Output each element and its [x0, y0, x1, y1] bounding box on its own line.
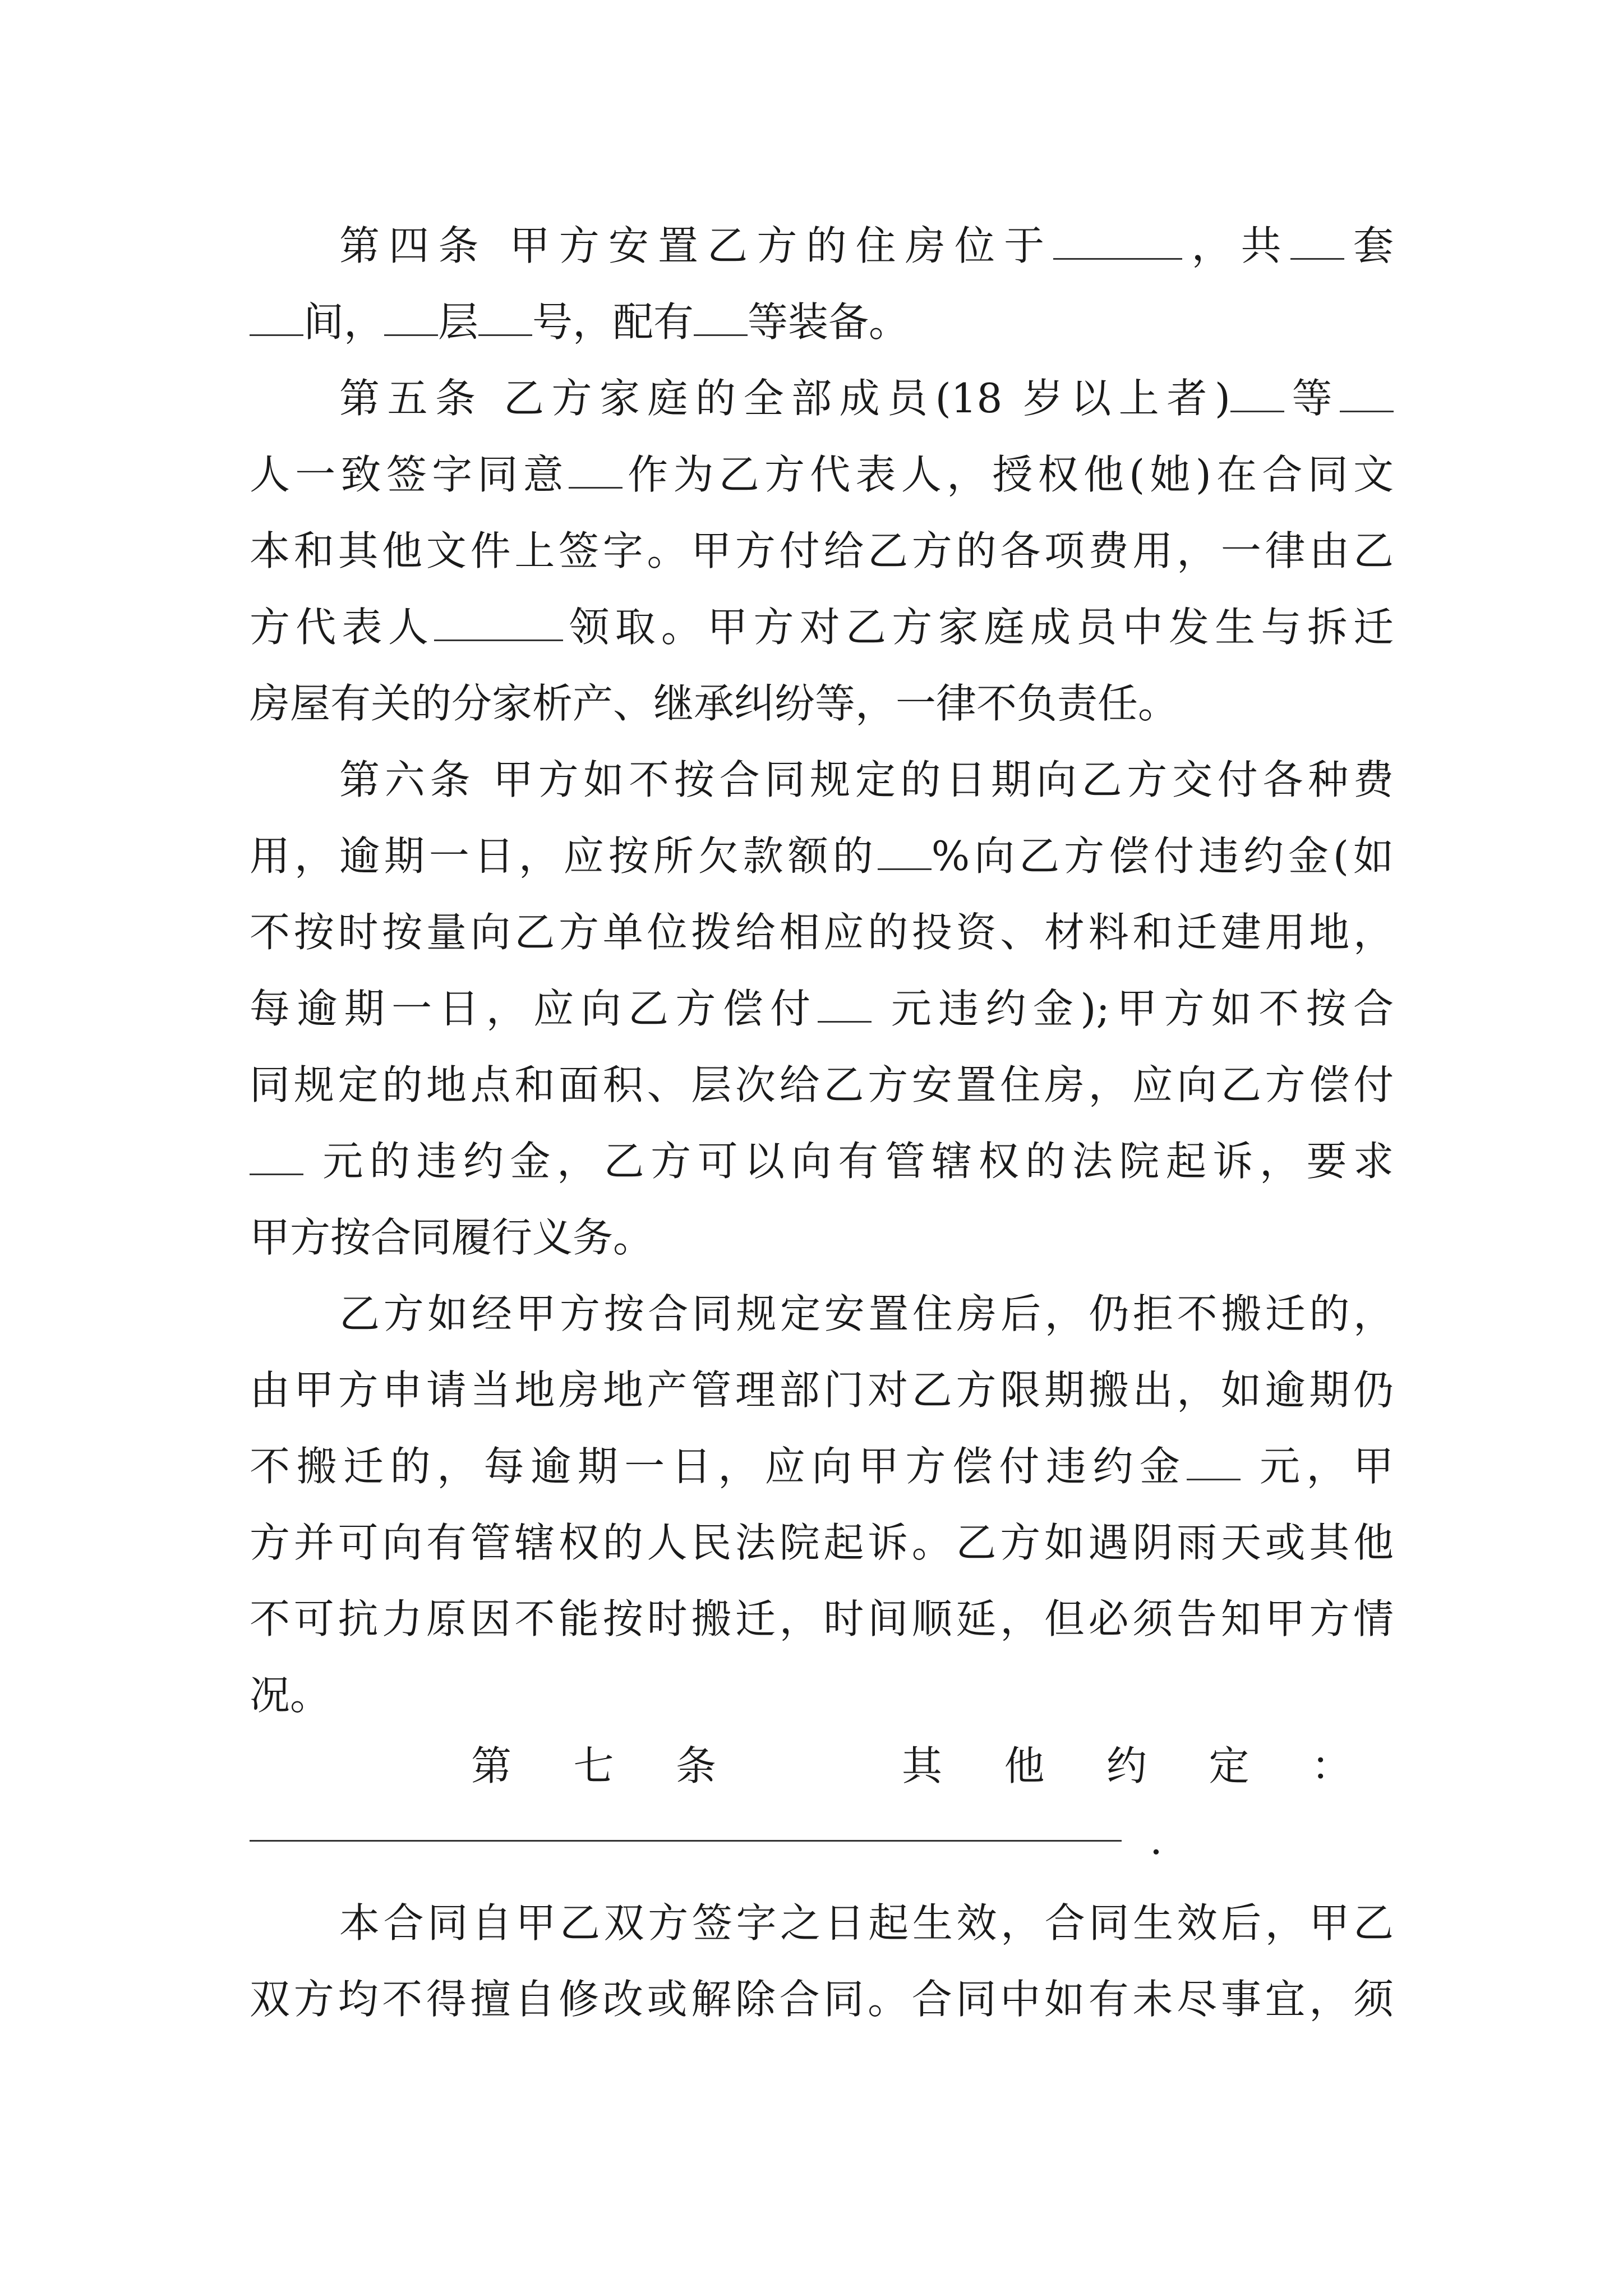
article-4-line-1	[339, 208, 1394, 284]
text: 方代表人	[250, 604, 435, 651]
article-6-line-5: 同规定的地点和面积、层次给乙方安置住房，应向乙方偿付	[250, 1061, 1394, 1108]
article-4-line-2	[250, 284, 1394, 360]
paragraph-b-line-5: 不可抗力原因不能按时搬迁，时间顺延，但必须告知甲方情	[250, 1595, 1394, 1642]
text: 元，甲	[1240, 1443, 1394, 1490]
text: 第五条 乙方家庭的全部成员(18 岁以上者)	[339, 375, 1230, 422]
text: 元的违约金，乙方可以向有管辖权的法院起诉，要求	[303, 1138, 1394, 1185]
text: 第四条 甲方安置乙方的住房位于	[339, 222, 1054, 269]
blank-field	[434, 607, 563, 641]
article-6-line-7: 甲方按合同履行义务。	[250, 1214, 654, 1261]
blank-field	[478, 302, 532, 336]
paragraph-b-line-3	[250, 1428, 1394, 1504]
text: 每逾期一日，应向乙方偿付	[250, 985, 818, 1032]
article-6-line-6	[250, 1123, 1394, 1199]
article-6-line-1: 第六条 甲方如不按合同规定的日期向乙方交付各种费	[339, 756, 1394, 803]
heading-char: 定	[1209, 1742, 1249, 1789]
paragraph-b-line-4: 方并可向有管辖权的人民法院起诉。乙方如遇阴雨天或其他	[250, 1519, 1394, 1566]
paragraph-b-line-1: 乙方如经甲方按合同规定安置住房后，仍拒不搬迁的，	[339, 1290, 1394, 1337]
blank-field	[384, 302, 438, 336]
text: 人一致签字同意	[250, 451, 569, 498]
article-5-line-2	[250, 436, 1394, 513]
blank-field	[250, 302, 303, 336]
text: 领取。甲方对乙方家庭成员中发生与拆迁	[563, 604, 1394, 651]
paragraph-b-line-6: 况。	[250, 1672, 331, 1719]
heading-char: ：	[1311, 1742, 1352, 1789]
article-5-line-1	[339, 360, 1394, 436]
paragraph-b-line-2: 由甲方申请当地房地产管理部门对乙方限期搬出，如逾期仍	[250, 1366, 1394, 1414]
heading-gap	[778, 1728, 840, 1804]
other-terms-blank-line	[250, 1840, 1122, 1842]
text: 号，配有	[532, 298, 694, 346]
article-6-line-4	[250, 970, 1394, 1047]
blank-field	[1290, 226, 1344, 260]
article-6-line-3: 不按时按量向乙方单位拨给相应的投资、材料和迁建用地，	[250, 909, 1394, 956]
article-7-heading	[471, 1728, 1352, 1804]
article-5-line-3: 本和其他文件上签字。甲方付给乙方的各项费用，一律由乙	[250, 527, 1394, 574]
text: 用，逾期一日，应按所欠款额的	[250, 832, 878, 880]
blank-field	[878, 836, 932, 870]
article-5-line-4	[250, 589, 1394, 665]
text: 作为乙方代表人，授权他(她)在合同文	[622, 451, 1394, 498]
text: 元违约金);甲方如不按合	[871, 985, 1394, 1032]
text: 等	[1284, 375, 1340, 422]
text: ，共	[1182, 222, 1290, 269]
text: 间，	[303, 298, 385, 346]
heading-char: 其	[901, 1742, 942, 1789]
blank-field	[1187, 1446, 1241, 1480]
blank-field	[250, 1141, 303, 1175]
text: 不搬迁的，每逾期一日，应向甲方偿付违约金	[250, 1443, 1187, 1490]
heading-char: 第	[471, 1742, 512, 1789]
blank-field	[1340, 378, 1394, 412]
heading-char: 条	[676, 1742, 717, 1789]
text: 等装备。	[748, 298, 910, 346]
blank-field	[1230, 378, 1284, 412]
blank-field	[569, 454, 623, 489]
closing-line-1: 本合同自甲乙双方签字之日起生效，合同生效后，甲乙	[339, 1899, 1394, 1947]
closing-line-2: 双方均不得擅自修改或解除合同。合同中如有未尽事宜，须	[250, 1976, 1394, 2023]
other-terms-end-dot: .	[1150, 1816, 1163, 1864]
article-6-line-2	[250, 818, 1394, 894]
blank-field	[1053, 226, 1182, 260]
article-5-line-5: 房屋有关的分家析产、继承纠纷等，一律不负责任。	[250, 680, 1179, 727]
text: 套	[1344, 222, 1394, 269]
blank-field	[818, 988, 872, 1023]
text: 层	[438, 298, 479, 346]
heading-char: 七	[573, 1742, 614, 1789]
text: %向乙方偿付违约金(如	[931, 832, 1394, 880]
blank-field	[694, 302, 748, 336]
heading-char: 他	[1004, 1742, 1045, 1789]
heading-char: 约	[1106, 1742, 1147, 1789]
